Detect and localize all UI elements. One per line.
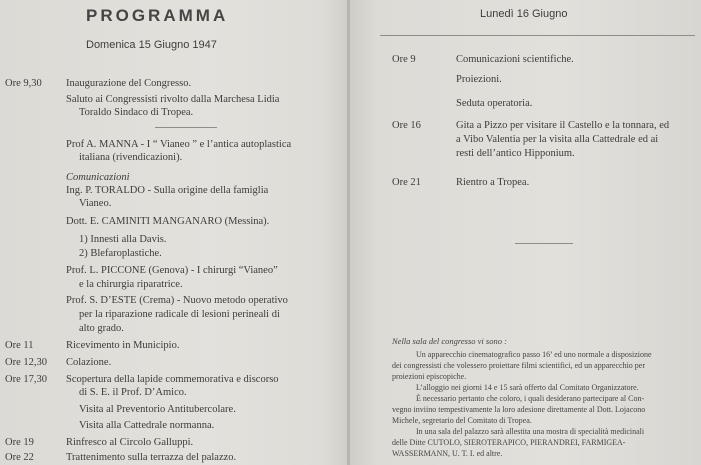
- note-line: delle Ditte CUTOLO, SIEROTERAPICO, PIERANDREI, FARMIGEA-: [392, 438, 626, 447]
- note-line: È necessario pertanto che coloro, i quali desiderano partecipare al Con-: [416, 394, 645, 403]
- program-line: per la riparazione radicale di lesioni perineali di: [79, 309, 280, 320]
- time-label: Ore 12,30: [5, 357, 47, 368]
- right-date: Lunedì 16 Giugno: [480, 8, 568, 20]
- program-line: italiana (rivendicazioni).: [79, 152, 183, 163]
- program-line: Prof. S. D’ESTE (Crema) - Nuovo metodo operativo: [66, 295, 288, 306]
- time-label: Ore 16: [392, 120, 421, 131]
- program-line: Proiezioni.: [456, 74, 502, 85]
- left-date: Domenica 15 Giugno 1947: [86, 39, 217, 51]
- time-label: Ore 9: [392, 54, 416, 65]
- note-line: In una sala del palazzo sarà allestita una mostra di specialità medicinali: [416, 427, 645, 436]
- program-line: Rientro a Tropea.: [456, 177, 530, 188]
- time-label: Ore 11: [5, 340, 34, 351]
- program-line: Inaugurazione del Congresso.: [66, 78, 192, 89]
- program-line: Prof. L. PICCONE (Genova) - I chirurgi “Vianeo”: [66, 265, 278, 276]
- program-line: Visita al Preventorio Antitubercolare.: [79, 404, 236, 415]
- note-heading: Nella sala del congresso vi sono :: [392, 336, 507, 346]
- time-label: Ore 9,30: [5, 78, 42, 89]
- note-line: WASSERMANN, U. T. I. ed altre.: [392, 449, 503, 458]
- program-line: alto grado.: [79, 323, 124, 334]
- note-line: dei congressisti che volessero proiettare filmi scientifici, ed un apparecchio per: [392, 361, 646, 370]
- note-line: proiezioni episcopiche.: [392, 372, 467, 381]
- separator-rule: [155, 127, 217, 128]
- program-line: Trattenimento sulla terrazza del palazzo.: [66, 452, 237, 463]
- program-line: Vianeo.: [79, 198, 112, 209]
- program-title: PROGRAMMA: [86, 6, 229, 25]
- header-rule: [380, 35, 695, 36]
- program-line: Colazione.: [66, 357, 112, 368]
- program-line: Dott. E. CAMINITI MANGANARO (Messina).: [66, 216, 270, 227]
- page-fold: [347, 0, 350, 465]
- program-line: resti dell’antico Hipponium.: [456, 148, 575, 159]
- program-line: 2) Blefaroplastiche.: [79, 248, 162, 259]
- separator-rule: [515, 243, 573, 244]
- program-line: a Vibo Valentia per la visita alla Cattedrale ed ai: [456, 134, 659, 145]
- time-label: Ore 22: [5, 452, 34, 463]
- program-line: Ing. P. TORALDO - Sulla origine della famiglia: [66, 185, 269, 196]
- program-line: Rinfresco al Circolo Galluppi.: [66, 437, 194, 448]
- section-heading: Comunicazioni: [66, 172, 130, 183]
- note-line: vegno inviino tempestivamente la loro adesione direttamente al Dott. Lojacono: [392, 405, 646, 414]
- program-line: Ricevimento in Municipio.: [66, 340, 180, 351]
- program-line: Gita a Pizzo per visitare il Castello e la tonnara, ed: [456, 120, 670, 131]
- time-label: Ore 17,30: [5, 374, 47, 385]
- program-line: di S. E. il Prof. D’Amico.: [79, 387, 187, 398]
- program-line: Saluto ai Congressisti rivolto dalla Marchesa Lidia: [66, 94, 280, 105]
- program-line: Prof A. MANNA - I “ Vianeo ” e l’antica autoplastica: [66, 139, 292, 150]
- program-line: Toraldo Sindaco di Tropea.: [79, 107, 194, 118]
- note-line: L’alloggio nei giorni 14 e 15 sarà offerto dal Comitato Organizzatore.: [416, 383, 639, 392]
- program-line: 1) Innesti alla Davis.: [79, 234, 167, 245]
- time-label: Ore 21: [392, 177, 421, 188]
- program-line: Comunicazioni scientifiche.: [456, 54, 574, 65]
- program-line: Visita alla Cattedrale normanna.: [79, 420, 215, 431]
- time-label: Ore 19: [5, 437, 34, 448]
- program-line: e la chirurgia riparatrice.: [79, 279, 183, 290]
- program-line: Seduta operatoria.: [456, 98, 533, 109]
- note-line: Michele, segretario del Comitato di Tropea.: [392, 416, 532, 425]
- program-line: Scopertura della lapide commemorativa e discorso: [66, 374, 279, 385]
- note-line: Un apparecchio cinematografico passo 16’ ed uno normale a disposizione: [416, 350, 652, 359]
